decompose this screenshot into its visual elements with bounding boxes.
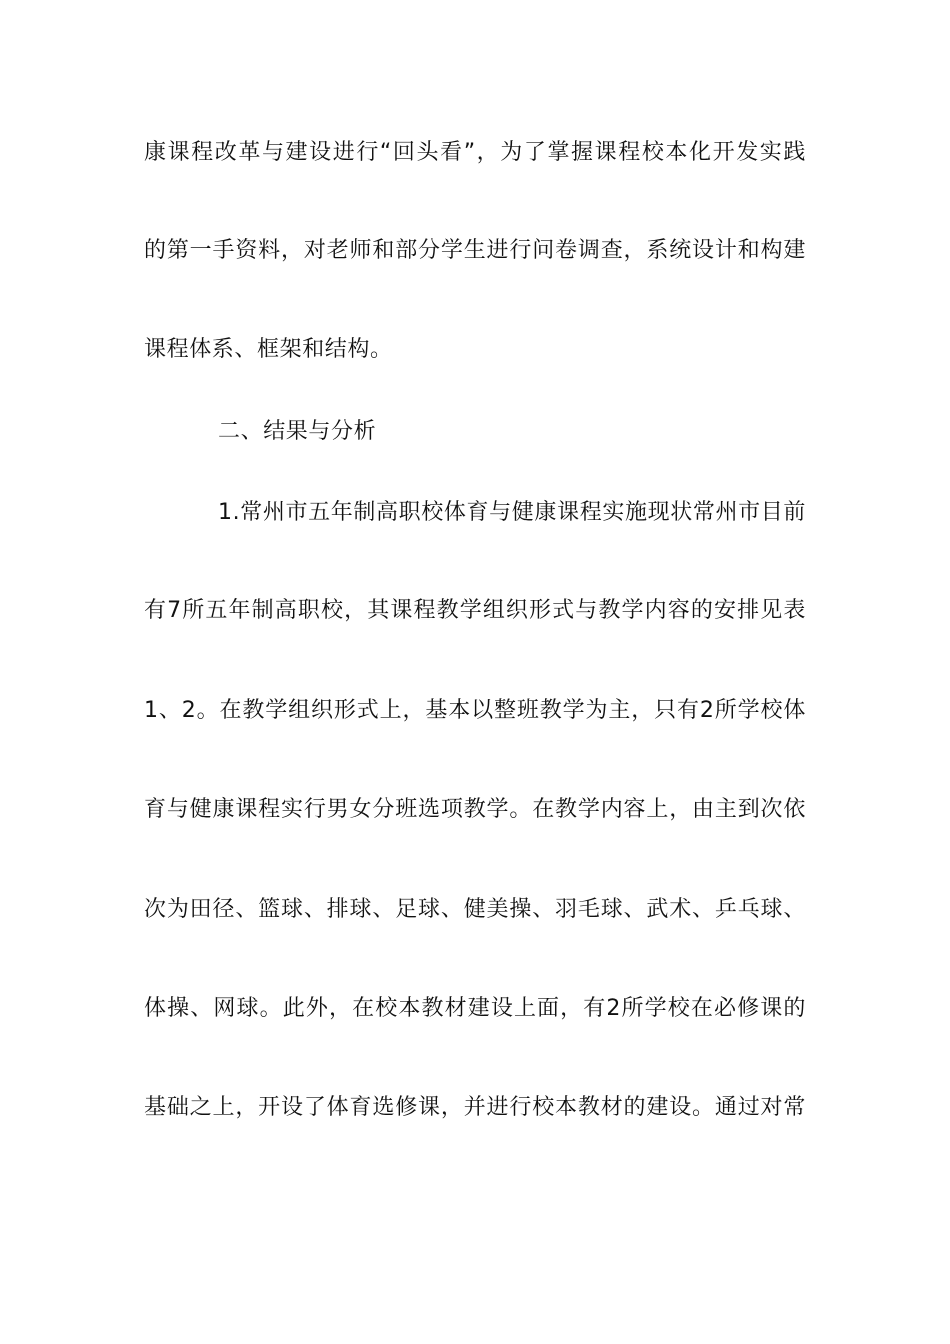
section-heading: 二、结果与分析 xyxy=(218,419,377,444)
paragraph-line-10: 体操、网球。此外，在校本教材建设上面，有2所学校在必修课的 xyxy=(144,996,806,1021)
paragraph-line-9: 次为田径、篮球、排球、足球、健美操、羽毛球、武术、乒乓球、 xyxy=(144,897,806,922)
paragraph-line-11: 基础之上，开设了体育选修课，并进行校本教材的建设。通过对常 xyxy=(144,1095,806,1120)
paragraph-line-3: 课程体系、框架和结构。 xyxy=(144,337,393,362)
paragraph-line-8: 育与健康课程实行男女分班选项教学。在教学内容上，由主到次依 xyxy=(144,797,806,822)
paragraph-line-6: 有7所五年制高职校，其课程教学组织形式与教学内容的安排见表 xyxy=(144,598,806,623)
paragraph-line-5: 1.常州市五年制高职校体育与健康课程实施现状常州市目前 xyxy=(218,500,806,525)
paragraph-line-7: 1、2。在教学组织形式上，基本以整班教学为主，只有2所学校体 xyxy=(144,698,806,723)
paragraph-line-2: 的第一手资料，对老师和部分学生进行问卷调查，系统设计和构建 xyxy=(144,238,806,263)
paragraph-line-1: 康课程改革与建设进行“回头看”，为了掌握课程校本化开发实践 xyxy=(144,140,806,165)
